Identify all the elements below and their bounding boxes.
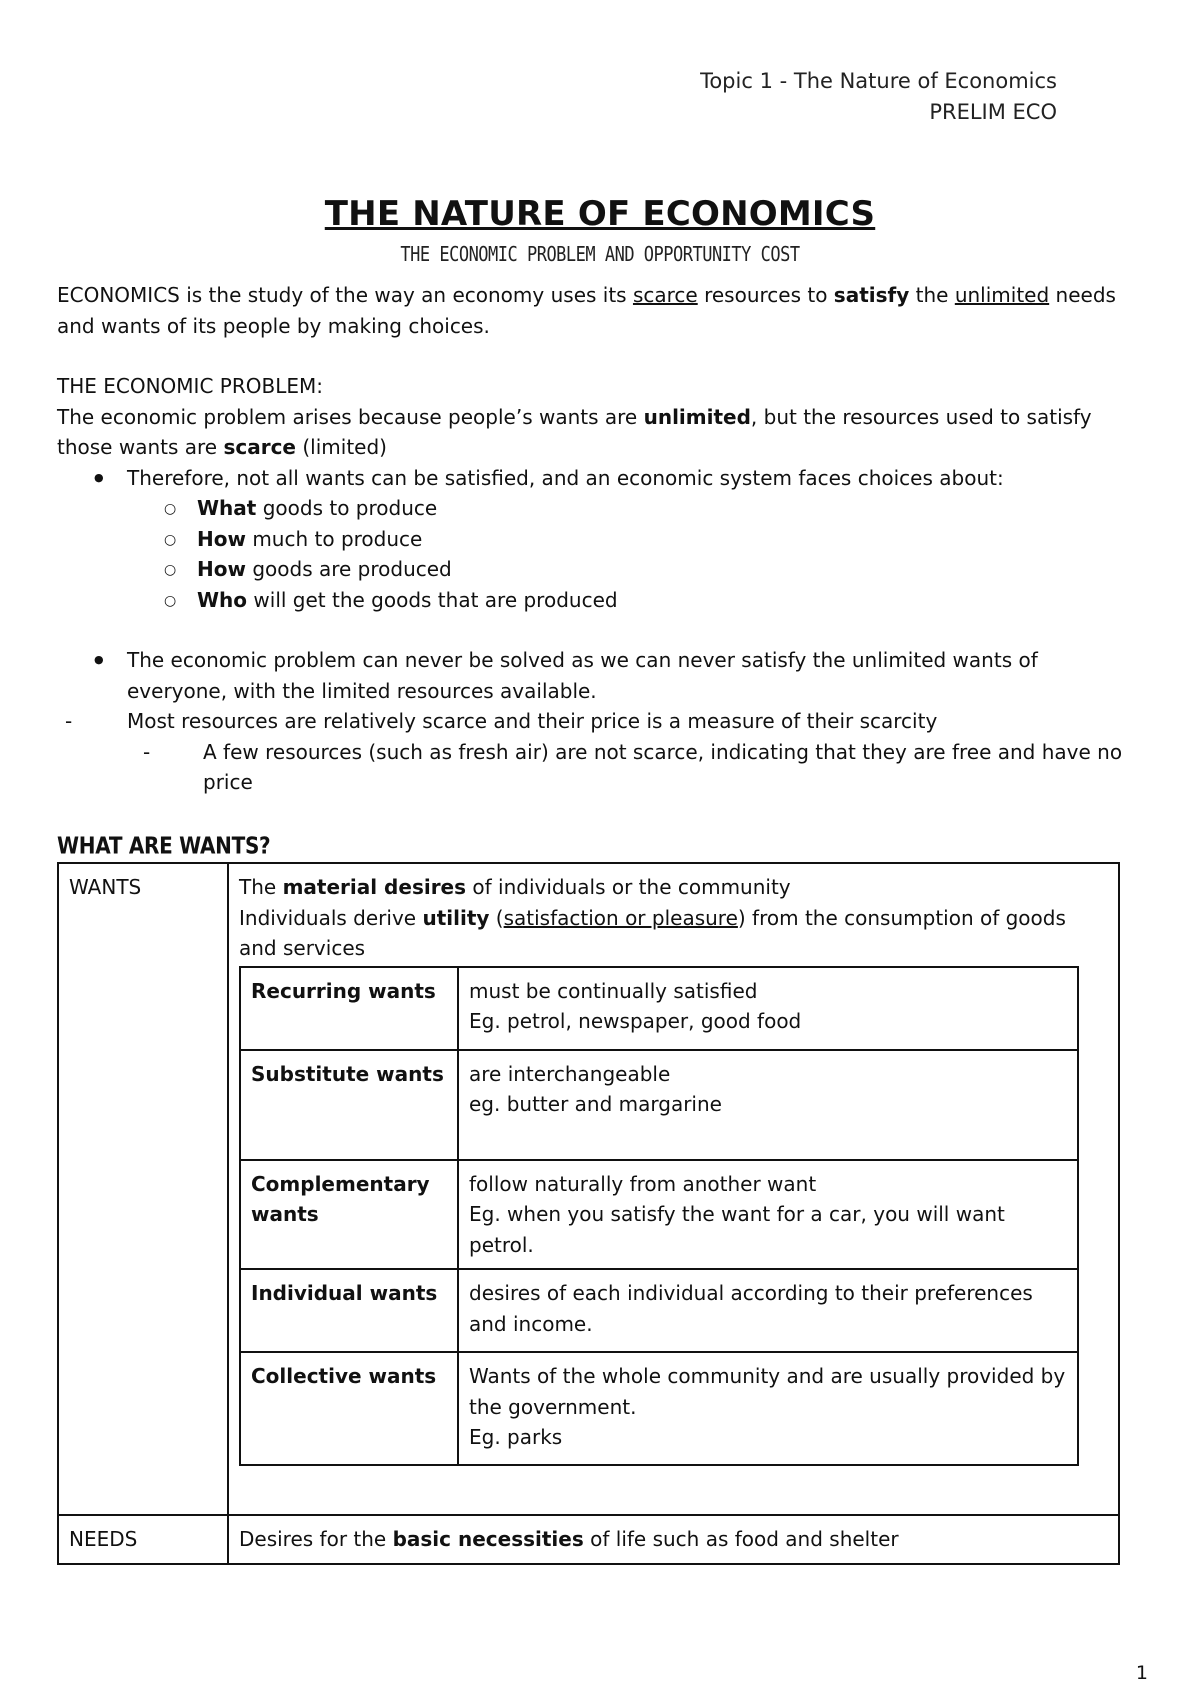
want-type-desc bbox=[458, 1160, 1078, 1270]
desc-line: desires of each individual according to their preferences and income. bbox=[469, 1281, 1033, 1336]
bullet-item bbox=[127, 463, 1137, 616]
bullet-text: Therefore, not all wants can be satisfied, and an economic system faces choices about: bbox=[127, 465, 1004, 490]
want-type-name: Collective wants bbox=[240, 1352, 458, 1465]
problem-text: The economic problem arises because people’s wants are bbox=[57, 404, 644, 429]
wants-types-table bbox=[239, 966, 1079, 1467]
want-type-name: Individual wants bbox=[240, 1269, 458, 1352]
choice-text: will get the goods that are produced bbox=[247, 587, 618, 612]
definition-text: the bbox=[909, 283, 955, 307]
desc-line: Wants of the whole community and are usually provided by the government. bbox=[469, 1364, 1066, 1419]
choice-key: Who bbox=[197, 587, 248, 612]
page-header bbox=[700, 66, 1057, 128]
page-number: 1 bbox=[1135, 1662, 1148, 1684]
choice-item bbox=[197, 585, 1137, 616]
problem-text: (limited) bbox=[296, 435, 387, 459]
choice-text: goods to produce bbox=[256, 496, 438, 520]
needs-label: NEEDS bbox=[58, 1515, 228, 1564]
want-type-desc bbox=[458, 1269, 1078, 1352]
wants-text: ( bbox=[489, 905, 504, 930]
dash-mark: - bbox=[143, 739, 151, 764]
desc-line: Eg. when you satisfy the want for a car, you will want petrol. bbox=[469, 1202, 1005, 1257]
problem-heading: THE ECONOMIC PROBLEM: bbox=[57, 374, 323, 398]
dash-subitem bbox=[57, 737, 1137, 798]
table-row bbox=[240, 1352, 1078, 1465]
header-topic: Topic 1 - The Nature of Economics bbox=[700, 69, 1057, 93]
page-title: THE NATURE OF ECONOMICS bbox=[324, 194, 876, 234]
desc-line: Eg. parks bbox=[469, 1425, 563, 1449]
problem-bullets bbox=[57, 463, 1137, 616]
page-subtitle: THE ECONOMIC PROBLEM AND OPPORTUNITY COST bbox=[400, 243, 800, 267]
economics-definition bbox=[57, 280, 1137, 341]
needs-bold: basic necessities bbox=[392, 1527, 584, 1551]
needs-text: of life such as food and shelter bbox=[583, 1527, 899, 1551]
choice-key: How bbox=[197, 526, 246, 551]
problem-statement bbox=[57, 402, 1137, 463]
desc-line: are interchangeable bbox=[469, 1061, 671, 1086]
choice-key: How bbox=[197, 557, 246, 581]
document-body bbox=[57, 280, 1137, 858]
definition-text: resources to bbox=[697, 283, 834, 307]
wants-label: WANTS bbox=[58, 863, 228, 1515]
want-type-desc bbox=[458, 1352, 1078, 1465]
problem-text: , but the resources used to satisfy those wants are bbox=[57, 404, 1092, 459]
definition-satisfy: satisfy bbox=[833, 283, 910, 307]
want-type-name: Complementary wants bbox=[240, 1160, 458, 1270]
table-row bbox=[240, 1050, 1078, 1160]
choice-text: goods are produced bbox=[245, 557, 452, 581]
wants-text: of individuals or the community bbox=[466, 875, 791, 899]
desc-line: Eg. petrol, newspaper, good food bbox=[469, 1009, 802, 1033]
choice-item bbox=[197, 524, 1137, 555]
wants-line-1 bbox=[239, 872, 1108, 903]
definition-scarce: scarce bbox=[632, 283, 698, 307]
want-type-name: Substitute wants bbox=[240, 1050, 458, 1160]
wants-text: The bbox=[239, 875, 283, 899]
dash-item bbox=[57, 706, 1137, 737]
wants-text: Individuals derive bbox=[239, 905, 423, 930]
dash-text: A few resources (such as fresh air) are not scarce, indicating that they are free and have no price bbox=[203, 739, 1123, 794]
want-type-desc bbox=[458, 1050, 1078, 1160]
wants-bold: material desires bbox=[282, 875, 467, 899]
wants-content bbox=[228, 863, 1119, 1515]
problem-bullets-2 bbox=[57, 645, 1137, 706]
wants-line-2 bbox=[239, 903, 1108, 964]
table-row bbox=[240, 1269, 1078, 1352]
header-course: PRELIM ECO bbox=[929, 100, 1057, 124]
dash-mark: - bbox=[65, 709, 73, 733]
wants-needs-table bbox=[57, 862, 1120, 1565]
problem-scarce: scarce bbox=[223, 435, 296, 459]
definition-text: needs and wants of its people by making choices. bbox=[57, 283, 1116, 338]
table-row bbox=[240, 967, 1078, 1050]
choice-item bbox=[197, 554, 1137, 585]
choice-item bbox=[197, 493, 1137, 524]
wants-text: ) from the consumption of goods and services bbox=[239, 905, 1066, 960]
want-type-name: Recurring wants bbox=[240, 967, 458, 1050]
choice-text: much to produce bbox=[245, 526, 423, 551]
dash-text: Most resources are relatively scarce and their price is a measure of their scarcity bbox=[127, 709, 938, 733]
desc-line: eg. butter and margarine bbox=[469, 1092, 722, 1116]
choice-key: What bbox=[197, 496, 257, 520]
choices-list bbox=[127, 493, 1137, 615]
needs-content bbox=[228, 1515, 1119, 1564]
desc-line: must be continually satisfied bbox=[469, 978, 758, 1003]
needs-text: Desires for the bbox=[239, 1527, 393, 1551]
want-type-desc bbox=[458, 967, 1078, 1050]
definition-text: ECONOMICS is the study of the way an economy uses its bbox=[57, 283, 633, 307]
table-row bbox=[240, 1160, 1078, 1270]
table-row bbox=[58, 863, 1119, 1515]
definition-unlimited: unlimited bbox=[954, 283, 1050, 307]
wants-underlined: satisfaction or pleasure bbox=[503, 905, 738, 930]
desc-line: follow naturally from another want bbox=[469, 1171, 817, 1196]
section-heading-wants: WHAT ARE WANTS? bbox=[57, 830, 271, 859]
wants-bold: utility bbox=[422, 905, 490, 930]
table-row bbox=[58, 1515, 1119, 1564]
problem-unlimited: unlimited bbox=[643, 404, 751, 429]
bullet-item: ● The economic problem can never be solved as we can never satisfy the unlimited wants of everyone, with the limited resources available. bbox=[127, 645, 1137, 706]
